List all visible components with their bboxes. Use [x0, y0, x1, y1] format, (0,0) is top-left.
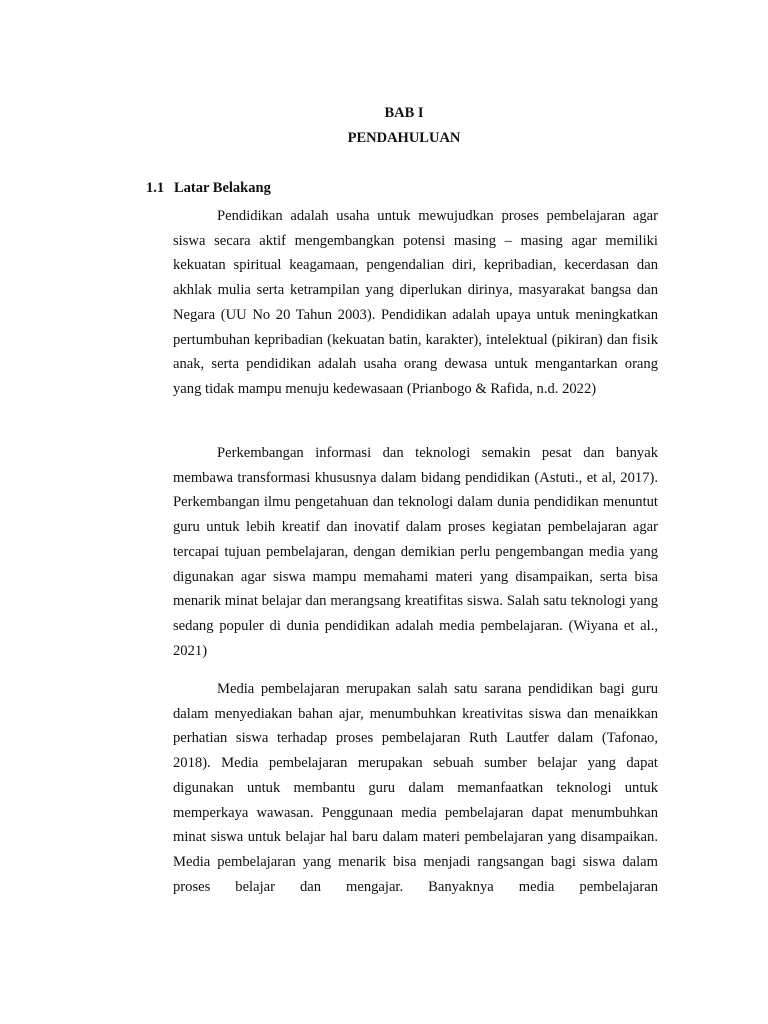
paragraph-1: Pendidikan adalah usaha untuk mewujudkan proses pembelajaran agar siswa secara aktif mengembangkan potensi masing – masing agar memiliki kekuatan spiritual keagamaan, pengendalian diri, kepribadian, kecerdasan dan akhlak mulia serta ketrampilan yang diperlukan dirinya, masyarakat bangsa dan Negara (UU No 20 Tahun 2003). Pendidikan adalah upaya untuk meningkatkan pertumbuhan kepribadian (kekuatan batin, karakter), intelektual (pikiran) dan fisik anak, serta pendidikan adalah usaha orang dewasa untuk mengantarkan orang yang tidak mampu menuju kedewasaan (Prianbogo & Rafida, n.d. 2022) [173, 208, 658, 397]
paragraph-3: Media pembelajaran merupakan salah satu sarana pendidikan bagi guru dalam menyediakan bahan ajar, menumbuhkan kreativitas siswa dan menaikkan perhatian siswa terhadap proses pembelajaran Ruth Lautfer dalam (Tafonao, 2018). Media pembelajaran merupakan sebuah sumber belajar yang dapat digunakan untuk membantu guru dalam memanfaatkan teknologi untuk memperkaya wawasan. Penggunaan media pembelajaran dapat menumbuhkan minat siswa untuk belajar hal baru dalam materi pembelajaran yang disampaikan. Media pembelajaran yang menarik bisa menjadi rangsangan bagi siswa dalam proses belajar dan mengajar. Banyaknya media pembelajaran [173, 681, 658, 895]
chapter-title: PENDAHULUAN [347, 130, 461, 146]
section-title: Latar Belakang [174, 180, 271, 196]
paragraph-2: Perkembangan informasi dan teknologi semakin pesat dan banyak membawa transformasi khususnya dalam bidang pendidikan (Astuti., et al, 2017). Perkembangan ilmu pengetahuan dan teknologi dalam dunia pendidikan menuntut guru untuk lebih kreatif dan inovatif dalam proses kegiatan pembelajaran agar tercapai tujuan pembelajaran, dengan demikian perlu pengembangan media yang digunakan agar siswa mampu memahami materi yang disampaikan, serta bisa menarik minat belajar dan merangsang kreatifitas siswa. Salah satu teknologi yang sedang populer di dunia pendidikan adalah media pembelajaran. (Wiyana et al., 2021) [173, 445, 658, 659]
chapter-number: BAB I [384, 105, 424, 121]
section-number: 1.1 [146, 180, 165, 196]
section-heading [146, 179, 271, 197]
